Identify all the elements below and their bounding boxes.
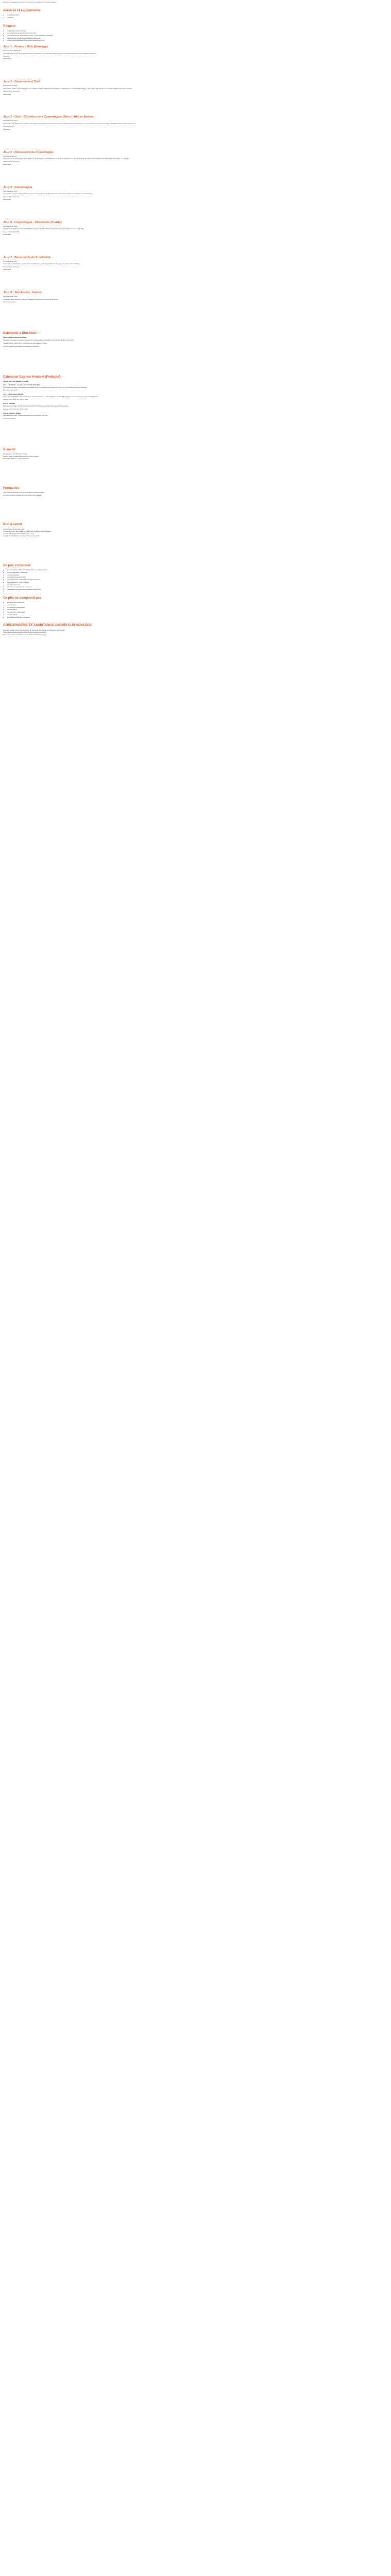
- day-title: Jour 8 : Stockholm - France: [3, 291, 42, 295]
- list-item: • Les dépenses personnelles: [7, 607, 388, 609]
- list-item: • 3 vols dans le Nord et les îles: [7, 30, 388, 32]
- list-item: • Les repas non mentionnés: [7, 602, 388, 604]
- list-item: • Guide francophone: [7, 14, 388, 16]
- day-note: Déjeuner libre. Dîner libre.: [3, 91, 20, 93]
- day-block: [3, 151, 388, 166]
- day-description: Temps libre selon l'horaire de votre vol. Transfert vers l'aéroport et envol pour la France.: [3, 298, 58, 300]
- info-line: Durée de la croisière : environ 17 heures.: [3, 458, 29, 460]
- list-item: • Le guide accompagnateur francophone durant tout le circuit: [7, 40, 388, 42]
- list-item: • La croisière Oslo - Copenhague en cabine intérieure: [7, 579, 388, 581]
- included-heading: Ce prix comprend: [3, 563, 30, 567]
- itinerary: [3, 45, 388, 303]
- list-item: • La découverte des plus belles capitales scandinaves: [7, 38, 388, 40]
- not-included-heading: Ce prix ne comprend pas: [3, 596, 41, 600]
- day-block: [3, 115, 388, 130]
- extension-paragraph: Jour 10 : transfert vers l'aéroport et envol pour la France.: [3, 346, 39, 348]
- day-block: [3, 221, 388, 236]
- day-title: Jour 9 : Découverte d'Helsinki: [3, 394, 24, 396]
- extension-paragraph: Jour 8 et Jour 9 : séjour libre à Stockholm avec petit déjeuner à l'hôtel.: [3, 343, 47, 345]
- day-description: Petit déjeuner à l'hôtel. Journée libre puis transfert au port et embarquement à bord d'un ferry pour une croisière de nuit vers Helsinki.: [3, 386, 87, 388]
- day-description: Arrivée au port de Copenhague. Visite guidée du port de Nyhavn, du château d'Amalienborg, de la Petite Sirène et de la Fontaine de Gefion. Après-midi libre pour flâner dans la rue piétonne de Strøget.: [3, 158, 129, 160]
- day-title: Jour 5 : Copenhague: [3, 185, 32, 189]
- info-line: Notre équipe vous accompagne avant, pendant et après votre séjour.: [3, 632, 47, 634]
- services-list: [3, 14, 388, 19]
- list-item: • L'hébergement en hôtels 3 étoiles: [7, 582, 388, 584]
- info-line: Les vols intérieurs peuvent comporter une escale.: [3, 533, 35, 535]
- day-block: [3, 256, 388, 271]
- list-item: • Les excursions optionnelles: [7, 612, 388, 614]
- day-description: Petit déjeuner à l'hôtel. Journée libre pour découvrir la forteresse de Suomenlinna ou le marché couvert.: [3, 405, 69, 408]
- day-description: Visite guidée de Stockholm : la vieille ville de Gamla Stan, le palais royal, l'hôtel de ville et le musée Vasa. Après-midi libre.: [3, 263, 80, 265]
- day-meta: Petit déjeuner à bord.: [3, 155, 17, 157]
- list-item: • Le vol Copenhague - Stockholm: [7, 572, 388, 574]
- day-meta: Petit déjeuner à l'hôtel.: [3, 296, 18, 298]
- day-title: Jour 4 : Découverte de Copenhague: [3, 150, 54, 154]
- list-item: • Les petits déjeuners: [7, 584, 388, 586]
- day-block: [3, 394, 388, 401]
- day-title: Jour 6 : Copenhague - Stockholm (Suède): [3, 221, 62, 224]
- day-block: [3, 403, 388, 410]
- info-line: Hébergement : Circuit 8 jours / 7 nuits.: [3, 453, 27, 455]
- day-description: Journée libre pour découvrir les châteaux, les musées et les jardins de Tivoli. Excursion optionnelle possible vers le château de Frederiksborg.: [3, 193, 93, 195]
- day-note: Fin de nos services.: [3, 417, 16, 419]
- day-title: Jour 3 : Oslo - Croisière vers Copenhague (Danemark) en bateau: [3, 115, 93, 119]
- list-item: • Croisières: [7, 17, 388, 19]
- day-block: [3, 45, 388, 60]
- list-item: • Les croisières entre Copenhague et Oslo, et entre Stockholm et Helsinki: [7, 35, 388, 37]
- extension-paragraph: Prolongez votre séjour et profitez de deux nuits supplémentaires à Stockholm pour explorer la ville à votre rythme.: [3, 340, 75, 342]
- list-item: • Les boissons: [7, 604, 388, 606]
- day-meta: Petit déjeuner à l'hôtel.: [3, 260, 18, 262]
- day-block: [3, 291, 388, 303]
- good-to-know-heading: Bon à savoir: [3, 522, 23, 527]
- day-hotel: Nuit à l'hôtel.: [3, 163, 11, 165]
- day-hotel: Nuit à l'hôtel.: [3, 269, 11, 271]
- day-description: Visite guidée d'Oslo : le parc Vigeland et ses sculptures, l'Opéra, l'hôtel de ville, la forteresse d'Akershus et le quartier d'Aker Brygge. L'après-midi, visite du musée des bateaux vikings et du musée du Fram.: [3, 88, 133, 90]
- day-description: Arrivée au port d'Helsinki. Visite guidée de la capitale finlandaise : la place du Sénat, la cathédrale, l'église creusée dans le roc et le monument Sibelius.: [3, 396, 99, 398]
- summary-list: [3, 30, 388, 42]
- day-description: Accueil à l'aéroport par votre guide francophone puis transfert vers votre hôtel. Temps libre pour une première découverte de la capitale norvégienne.: [3, 53, 97, 55]
- extension-heading: Extension à Stockholm: [3, 331, 39, 335]
- extension2-heading: Extension Cap sur Helsinki (Finlande): [3, 375, 61, 379]
- day-title: Jour 10 : Helsinki: [3, 403, 15, 405]
- list-item: • Les taxes aéroport: [7, 574, 388, 577]
- day-title: Jour 1 : France - Oslo (Norvège): [3, 45, 48, 49]
- info-line: Carrefour Voyages met à votre disposition un service de conciergerie pour organiser votre voyage.: [3, 629, 65, 631]
- day-description: Transfert vers l'aéroport et vol vers Stockholm. Accueil et transfert à l'hôtel. Temps libre pour une première découverte de la ville.: [3, 228, 84, 230]
- day-meta: Petit déjeuner à l'hôtel.: [3, 120, 18, 122]
- info-line: Le guide accompagnateur est présent du jour 1 au jour 8.: [3, 535, 39, 537]
- list-item: • Les hébergements sélectionnés par nos soins: [7, 32, 388, 35]
- formalities-heading: Formalités: [3, 486, 20, 490]
- document: [0, 0, 391, 636]
- day-note: Déjeuner libre. Dîner libre. Nuit à l'hôtel.: [3, 399, 28, 401]
- day-title: Jour 11 : Helsinki - France: [3, 412, 21, 414]
- day-block: [3, 384, 388, 392]
- day-hotel: Nuit à l'hôtel.: [3, 58, 11, 60]
- day-note: Déjeuner libre. Dîner libre.: [3, 161, 20, 163]
- day-title: Jour 7 : Découverte de Stockholm: [3, 256, 51, 259]
- day-description: Journée libre pour profiter de la capitale à votre rythme. En fin d'après-midi, transfert au port et embarquement à bord du ferry pour une croisière de nuit vers Copenhague. Installation dans les cabines intérieures.: [3, 123, 136, 125]
- list-item: • Le supplément chambre individuelle: [7, 617, 388, 619]
- list-item: • Les vols France - Oslo et Stockholm - France sur vols réguliers: [7, 569, 388, 571]
- day-meta: Petit déjeuner à l'hôtel.: [3, 190, 18, 192]
- info-line: Hôtels 3 étoiles et cabines intérieures lors de la croisière.: [3, 455, 39, 457]
- day-note: Déjeuner libre. Dîner libre.: [3, 231, 20, 233]
- day-title: Jour 8 : Stockholm - Croisière vers Helsinki (Finlande): [3, 384, 40, 386]
- day-block: [3, 413, 388, 420]
- day-note: Déjeuner libre. Dîner libre. Nuit à l'hôtel.: [3, 408, 28, 410]
- day-meta: Petit déjeuner à l'hôtel.: [3, 85, 18, 87]
- info-line: Le programme peut être modifié en fonction des conditions météorologiques.: [3, 531, 52, 533]
- day-block: [3, 80, 388, 95]
- services-heading: Services et équipements: [3, 8, 41, 12]
- day-note: Déjeuner libre. Dîner libre.: [3, 196, 20, 198]
- day-note: Déjeuner libre. Dîner libre.: [3, 266, 20, 268]
- day-note: Dîner libre.: [3, 56, 10, 58]
- info-line: Pour toute question, contactez le service client de Carrefour Voyages.: [3, 634, 47, 636]
- info-line: Les mineurs doivent voyager avec leur propre pièce d'identité.: [3, 494, 42, 496]
- day-meta: Petit déjeuner à l'hôtel.: [3, 225, 18, 227]
- list-item: • Les assurances: [7, 614, 388, 616]
- day-block: [3, 186, 388, 201]
- info-line: Les pourboires ne sont pas inclus.: [3, 528, 25, 530]
- list-item: • Les pourboires: [7, 609, 388, 611]
- not-included-list: [3, 602, 388, 618]
- day-description: Petit déjeuner à l'hôtel. Transfert vers l'aéroport et envol pour la France.: [3, 415, 48, 417]
- included-list: [3, 569, 388, 591]
- conditions-heading: CONCIERGERIE ET ASSISTANCE CARREFOUR VOYAGES: [3, 623, 92, 628]
- day-meta: Envol pour Oslo. Repas libre.: [3, 50, 22, 52]
- day-title: Jour 2 : Découverte d'Oslo: [3, 80, 41, 84]
- day-note: Fin de nos services.: [3, 301, 16, 303]
- summary-heading: Résumé: [3, 24, 16, 28]
- day-hotel: Nuit à l'hôtel.: [3, 234, 11, 236]
- extension-subtitle: Séjour libre à Stockholm en 2 nuits: [3, 337, 27, 339]
- day-note: Dîner libre à bord.: [3, 126, 15, 128]
- info-line: Carte nationale d'identité en cours de validité ou passeport valide.: [3, 492, 45, 494]
- day-note: Dîner libre. Nuit à bord.: [3, 389, 18, 392]
- extension2-subtitle: Cap sur Helsinki (Finlande) en 3 nuits: [3, 381, 29, 383]
- intro-text: Découvrez ci-dessous le programme à l'issue de ce voyage avec Carrefour Voyages :: [3, 2, 57, 3]
- day-hotel: Nuit à bord.: [3, 128, 11, 130]
- list-item: • L'assistance d'un guide accompagnateur francophone: [7, 589, 388, 591]
- list-item: • Les visites mentionnées au programme: [7, 586, 388, 588]
- accommodation-heading: À savoir: [3, 447, 16, 451]
- day-hotel: Nuit à l'hôtel.: [3, 198, 11, 200]
- list-item: • Les transferts aéroport / hôtel: [7, 577, 388, 579]
- day-hotel: Nuit à l'hôtel.: [3, 93, 11, 95]
